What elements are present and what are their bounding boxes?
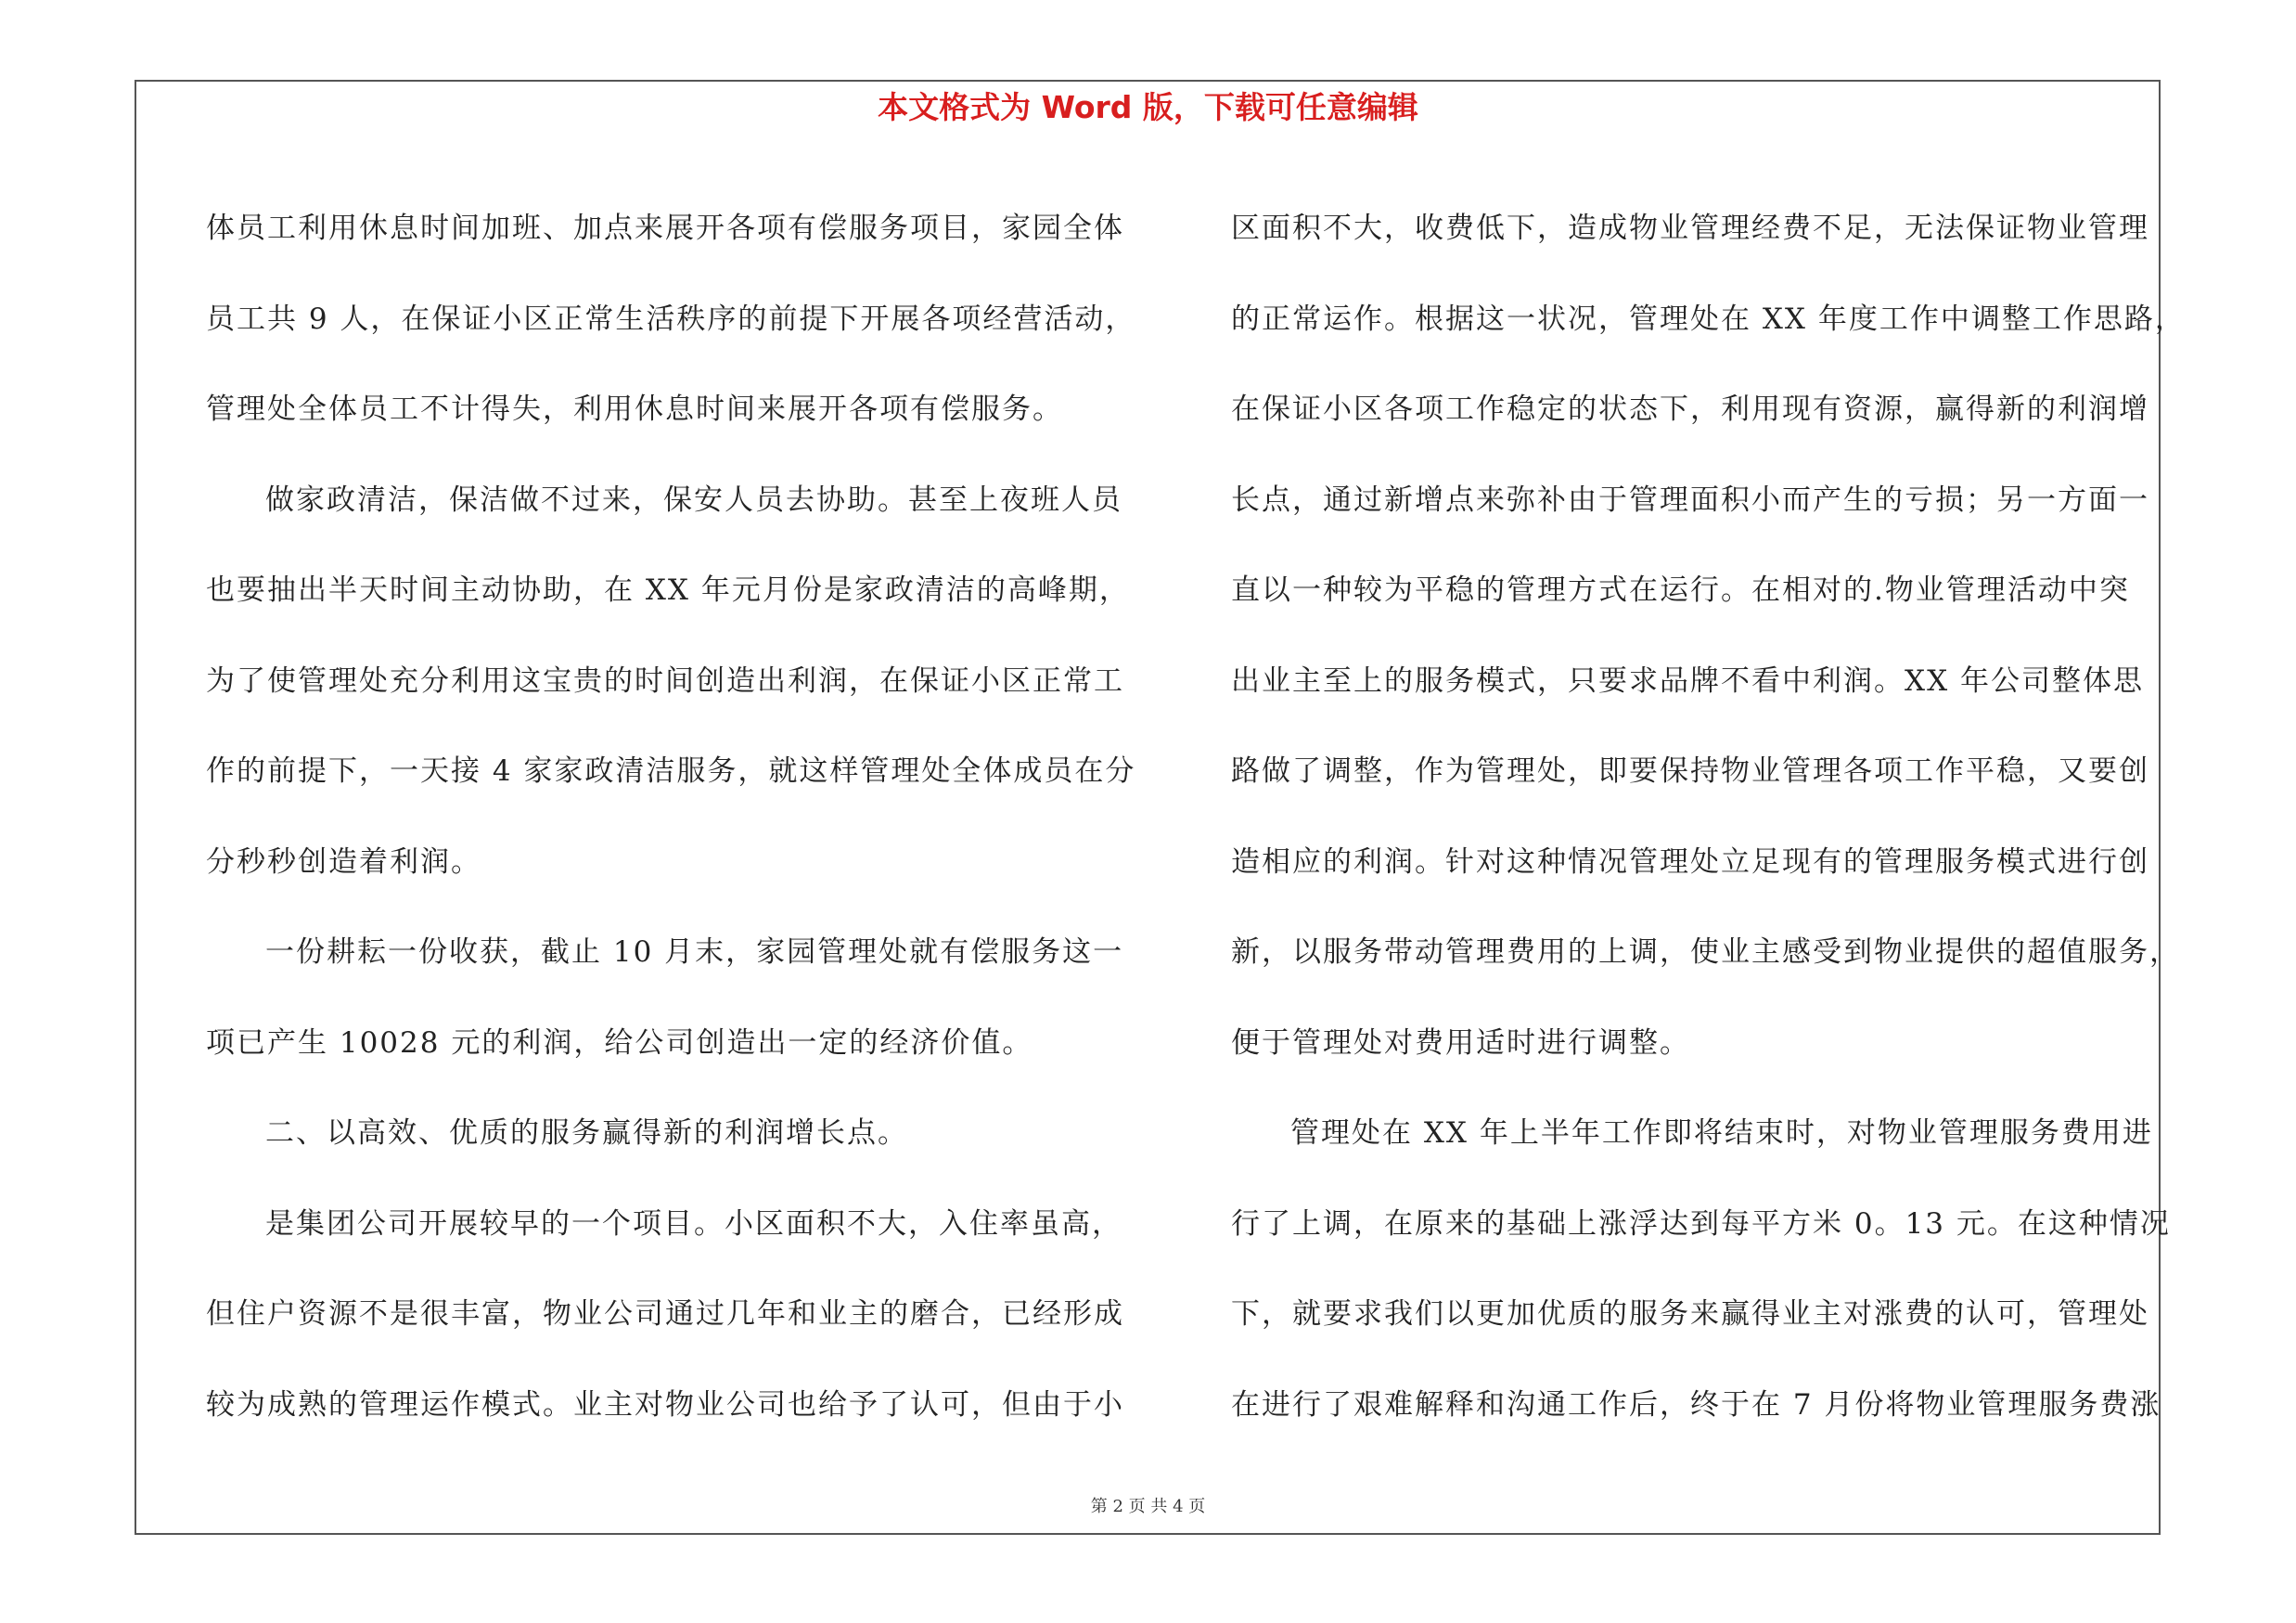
right-text-column: [1231, 184, 2186, 1450]
left-column-line: 但住户资源不是很丰富，物业公司通过几年和业主的磨合，已经形成: [206, 1297, 1124, 1331]
left-column-line: 为了使管理处充分利用这宝贵的时间创造出利润，在保证小区正常工: [206, 663, 1124, 698]
page-number-footer: 第 2 页 共 4 页: [1090, 1497, 1206, 1516]
left-column-line: 一份耕耘一份收获，截止 10 月末，家园管理处就有偿服务这一: [265, 935, 1124, 969]
left-column-line: 项已产生 10028 元的利润，给公司创造出一定的经济价值。: [206, 1025, 1033, 1060]
left-column-line: 二、以高效、优质的服务赢得新的利润增长点。: [265, 1116, 908, 1150]
right-column-line: 直以一种较为平稳的管理方式在运行。在相对的.物业管理活动中突: [1231, 573, 2130, 607]
right-column-line: 新，以服务带动管理费用的上调，使业主感受到物业提供的超值服务，: [1231, 935, 2180, 969]
left-column-line: 员工共 9 人，在保证小区正常生活秩序的前提下开展各项经营活动，: [206, 302, 1136, 336]
right-column-line: 便于管理处对费用适时进行调整。: [1231, 1025, 1690, 1060]
left-column-line: 管理处全体员工不计得失，利用休息时间来展开各项有偿服务。: [206, 393, 1063, 426]
left-column-line: 较为成熟的管理运作模式。业主对物业公司也给予了认可，但由于小: [206, 1387, 1124, 1422]
right-column-line: 造相应的利润。针对这种情况管理处立足现有的管理服务模式进行创: [1231, 844, 2149, 879]
left-column-line: 做家政清洁，保洁做不过来，保安人员去协助。甚至上夜班人员: [265, 483, 1122, 517]
right-column-line: 路做了调整，作为管理处，即要保持物业管理各项工作平稳，又要创: [1231, 754, 2149, 788]
left-column-line: 体员工利用休息时间加班、加点来展开各项有偿服务项目，家园全体: [206, 212, 1124, 245]
left-column-line: 是集团公司开展较早的一个项目。小区面积不大，入住率虽高，: [265, 1206, 1122, 1241]
left-text-column: [206, 184, 1143, 1450]
right-column-line: 长点，通过新增点来弥补由于管理面积小而产生的亏损；另一方面一: [1231, 483, 2149, 517]
right-column-line: 出业主至上的服务模式，只要求品牌不看中利润。XX 年公司整体思: [1231, 663, 2144, 698]
right-column-line: 下，就要求我们以更加优质的服务来赢得业主对涨费的认可，管理处: [1231, 1297, 2149, 1331]
right-column-line: 的正常运作。根据这一状况，管理处在 XX 年度工作中调整工作思路，: [1231, 302, 2186, 336]
left-column-line: 也要抽出半天时间主动协助，在 XX 年元月份是家政清洁的高峰期，: [206, 573, 1130, 607]
left-column-line: 分秒秒创造着利润。: [206, 844, 481, 879]
word-format-banner: 本文格式为 Word 版，下载可任意编辑: [878, 89, 1418, 125]
left-column-line: 作的前提下，一天接 4 家家政清洁服务，就这样管理处全体成员在分: [206, 754, 1136, 788]
right-column-line: 在进行了艰难解释和沟通工作后，终于在 7 月份将物业管理服务费涨: [1231, 1387, 2161, 1422]
right-column-line: 管理处在 XX 年上半年工作即将结束时，对物业管理服务费用进: [1290, 1116, 2153, 1150]
right-column-line: 区面积不大，收费低下，造成物业管理经费不足，无法保证物业管理: [1231, 212, 2149, 245]
right-column-line: 行了上调，在原来的基础上涨浮达到每平方米 0。13 元。在这种情况: [1231, 1206, 2171, 1241]
right-column-line: 在保证小区各项工作稳定的状态下，利用现有资源，赢得新的利润增: [1231, 393, 2149, 426]
